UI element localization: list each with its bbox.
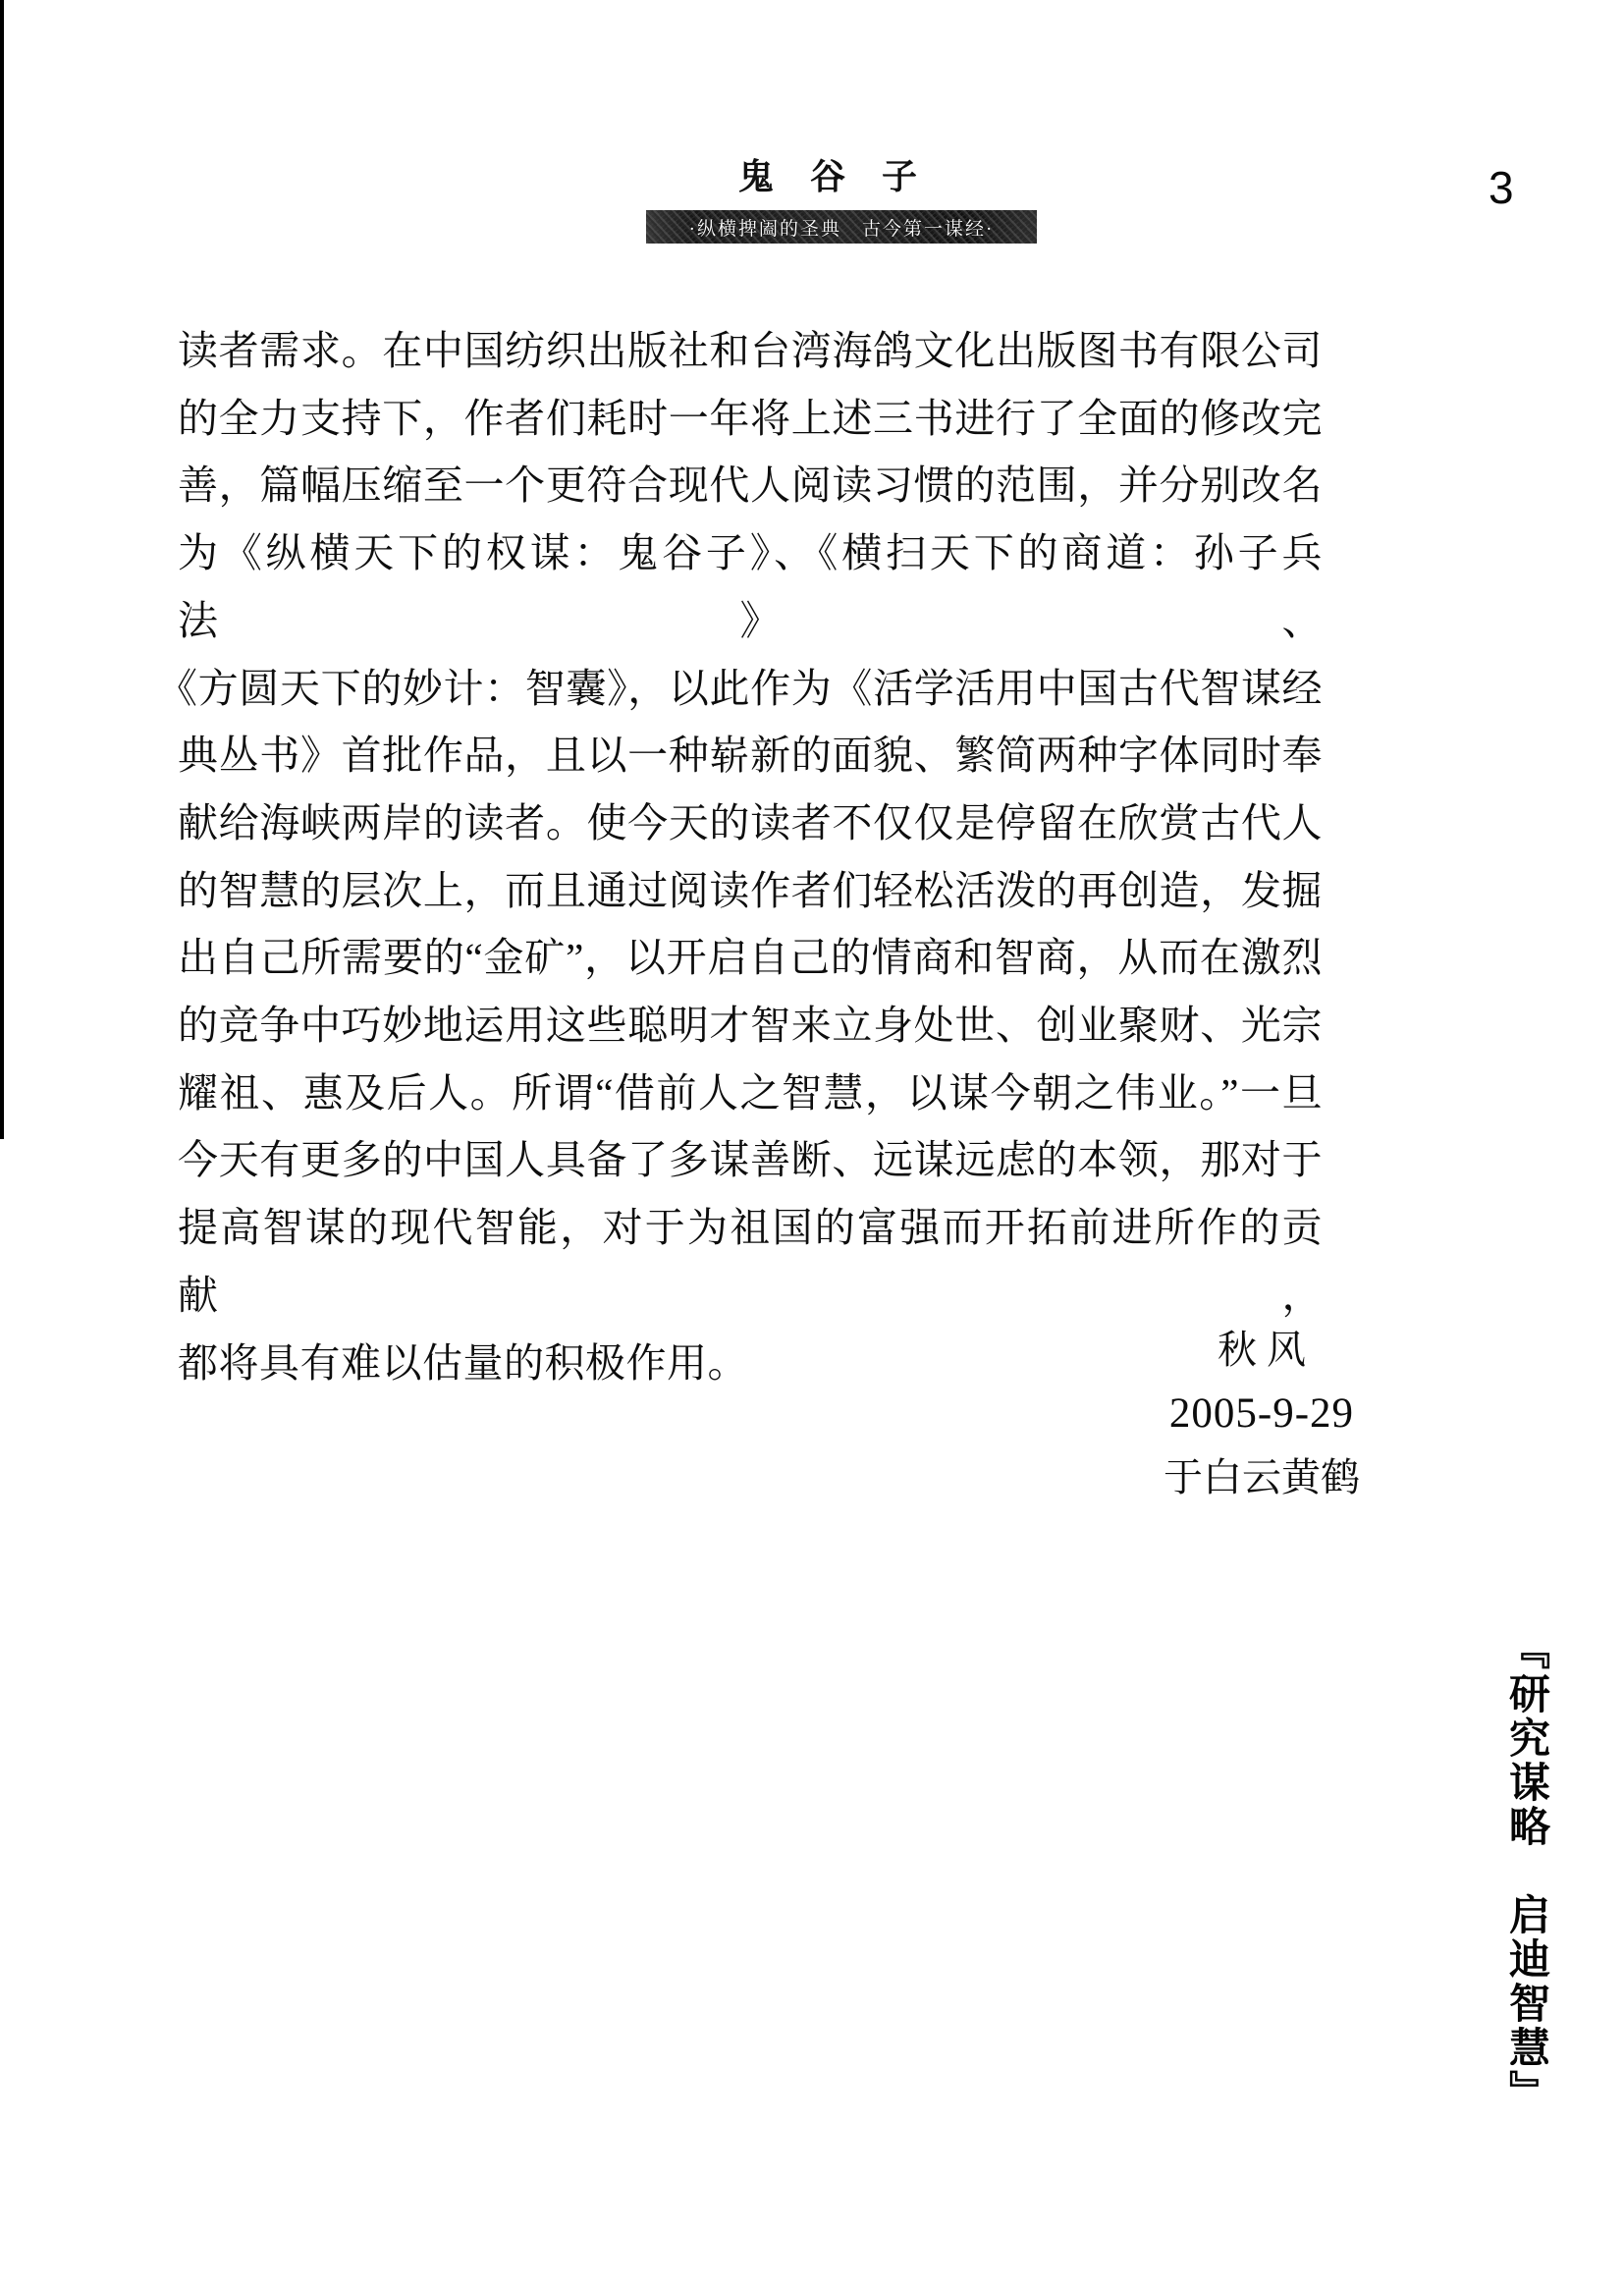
scan-edge-line [0, 0, 4, 1139]
preface-body [157, 317, 1323, 1396]
book-title: 鬼 谷 子 [737, 157, 931, 196]
title-banner: ·纵横捭阖的圣典 古今第一谋经· [646, 210, 1037, 244]
body-line: 都将具有难以估量的积极作用。 [178, 1339, 748, 1386]
body-line: 今天有更多的中国人具备了多谋善断、远谋远虑的本领，那对于 [178, 1137, 1323, 1183]
signature-place: 于白云黄鹤 [1164, 1455, 1360, 1499]
signature-name: 秋 风 [1218, 1328, 1306, 1372]
margin-slogan-vertical: 『研究谋略 启迪智慧』 [1503, 1628, 1548, 2114]
body-line: 的竞争中巧妙地运用这些聪明才智来立身处世、创业聚财、光宗 [178, 1003, 1323, 1049]
body-line: 读者需求。在中国纺织出版社和台湾海鸽文化出版图书有限公司 [178, 328, 1323, 373]
body-line: 的全力支持下，作者们耗时一年将上述三书进行了全面的修改完 [178, 395, 1323, 441]
signature-date: 2005-9-29 [1168, 1390, 1355, 1437]
body-line: 典丛书》首批作品，且以一种崭新的面貌、繁简两种字体同时奉 [178, 733, 1323, 779]
body-line: 耀祖、惠及后人。所谓“借前人之智慧，以谋今朝之伟业。”一旦 [178, 1069, 1323, 1116]
body-line: 为《纵横天下的权谋：鬼谷子》、《横扫天下的商道：孙子兵法》、 [178, 530, 1323, 643]
body-line: 出自己所需要的“金矿”，以开启自己的情商和智商，从而在激烈 [178, 935, 1323, 981]
signature-block [1129, 1318, 1394, 1509]
body-line: 善，篇幅压缩至一个更符合现代人阅读习惯的范围，并分别改名 [178, 463, 1323, 509]
page-number: 3 [1489, 162, 1514, 213]
body-line: 献给海峡两岸的读者。使今天的读者不仅仅是停留在欣赏古代人 [178, 799, 1323, 845]
body-line: 的智慧的层次上，而且通过阅读作者们轻松活泼的再创造，发掘 [178, 867, 1323, 913]
body-line: 《方圆天下的妙计：智囊》，以此作为《活学活用中国古代智谋经 [157, 665, 1323, 711]
body-line: 提高智谋的现代智能，对于为祖国的富强而开拓前进所作的贡献， [178, 1205, 1323, 1318]
